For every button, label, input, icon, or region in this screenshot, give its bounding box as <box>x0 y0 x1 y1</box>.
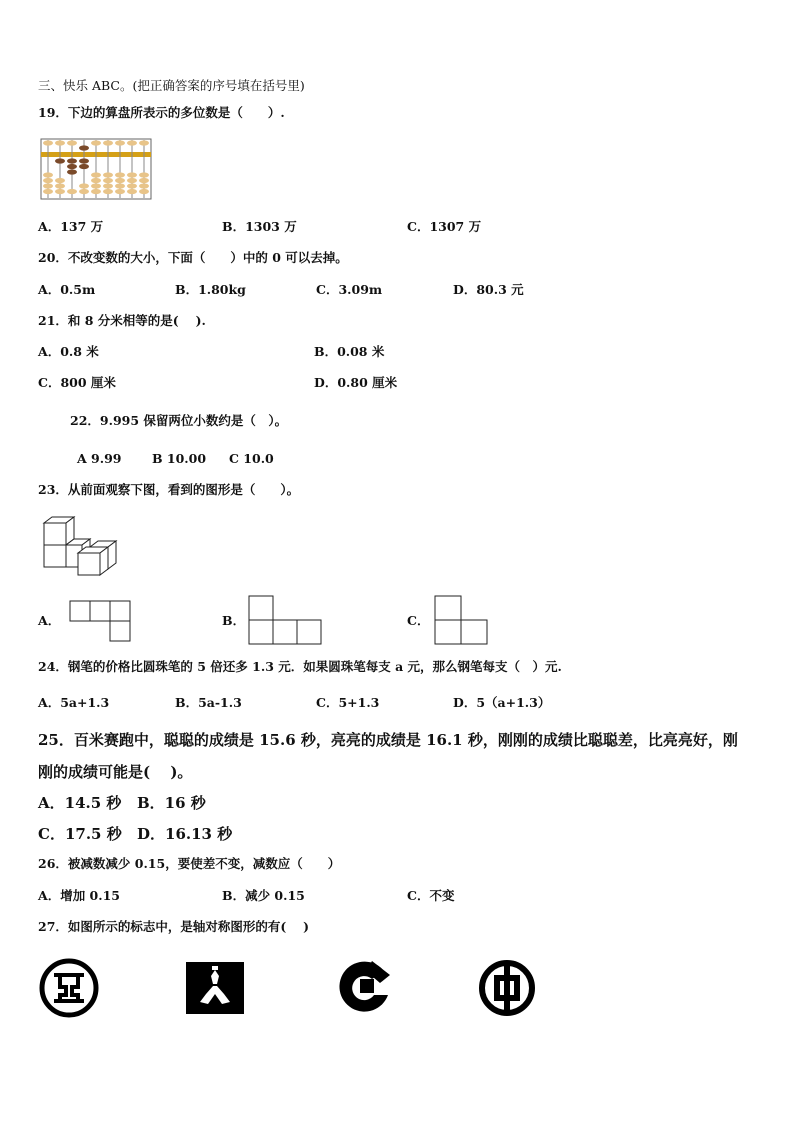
q27-stem: 27．如图所示的标志中，是轴对称图形的有( ) <box>38 919 310 934</box>
abacus-bead <box>55 140 65 145</box>
q24-option-b[interactable]: B．5a-1.3 <box>175 695 242 710</box>
abacus-bead <box>55 189 65 194</box>
abacus-bead <box>115 183 125 188</box>
abacus-bead <box>127 189 137 194</box>
q23-option-c[interactable]: C． <box>407 613 430 628</box>
q25-stem-line2: 刚的成绩可能是( )。 <box>38 763 193 781</box>
q22-option-b[interactable]: B 10.00 <box>152 451 207 466</box>
q21-option-b[interactable]: B．0.08 米 <box>314 344 385 359</box>
abacus-bead <box>115 178 125 183</box>
q23-option-a-figure <box>69 600 133 644</box>
q25-option-b[interactable]: B．16 秒 <box>137 794 206 812</box>
q26-option-c[interactable]: C．不变 <box>407 888 455 903</box>
abacus-bead <box>43 140 53 145</box>
abacus-bead <box>91 183 101 188</box>
q19-option-b[interactable]: B．1303 万 <box>222 219 297 234</box>
abacus-bead <box>103 178 113 183</box>
abacus-bead <box>103 172 113 177</box>
q21-stem: 21．和 8 分米相等的是( ). <box>38 313 206 328</box>
abacus-bead <box>55 183 65 188</box>
abacus-bead <box>79 164 89 169</box>
section-title: 三、快乐 ABC。(把正确答案的序号填在括号里) <box>38 78 305 93</box>
q20-option-d[interactable]: D．80.3 元 <box>453 282 524 297</box>
abacus-bead <box>79 158 89 163</box>
abacus-bead <box>67 140 77 145</box>
q24-stem: 24．钢笔的价格比圆珠笔的 5 倍还多 1.3 元．如果圆珠笔每支 a 元，那么钢笔每支（ ）元. <box>38 659 562 674</box>
q20-option-c[interactable]: C．3.09m <box>316 282 383 297</box>
abacus-bead <box>127 172 137 177</box>
q26-stem: 26．被减数减少 0.15，要使差不变，减数应（ ） <box>38 856 341 871</box>
abacus-bead <box>67 169 77 174</box>
q21-option-c[interactable]: C．800 厘米 <box>38 375 116 390</box>
q19-option-a[interactable]: A．137 万 <box>38 219 104 234</box>
q20-option-b[interactable]: B．1.80kg <box>175 282 246 297</box>
abacus-bead <box>139 183 149 188</box>
q22-option-a[interactable]: A 9.99 <box>77 451 122 466</box>
q23-option-b-figure <box>248 595 324 647</box>
abacus-bead <box>127 178 137 183</box>
abacus-bead <box>55 178 65 183</box>
q21-option-a[interactable]: A．0.8 米 <box>38 344 99 359</box>
q24-option-c[interactable]: C．5+1.3 <box>316 695 380 710</box>
q20-option-a[interactable]: A．0.5m <box>38 282 96 297</box>
abacus-bead <box>67 158 77 163</box>
q24-option-d[interactable]: D．5（a+1.3） <box>453 695 551 710</box>
q19-stem: 19．下边的算盘所表示的多位数是（ ）. <box>38 105 285 120</box>
abacus-bead <box>79 189 89 194</box>
q23-option-b[interactable]: B． <box>222 613 246 628</box>
abacus-bead <box>91 178 101 183</box>
abacus-bead <box>79 183 89 188</box>
q25-option-d[interactable]: D．16.13 秒 <box>137 825 233 843</box>
abacus-bead <box>127 140 137 145</box>
abacus-bead <box>91 189 101 194</box>
q21-option-d[interactable]: D．0.80 厘米 <box>314 375 398 390</box>
abacus-bead <box>43 183 53 188</box>
abacus-bead <box>91 140 101 145</box>
abacus-bead <box>55 158 65 163</box>
abacus-bead <box>139 178 149 183</box>
abacus-bead <box>115 140 125 145</box>
cube-stack-figure <box>40 515 120 577</box>
bank-logo-2-icon <box>186 962 244 1014</box>
q24-option-a[interactable]: A．5a+1.3 <box>38 695 110 710</box>
abacus-bead <box>127 183 137 188</box>
q23-option-a[interactable]: A． <box>38 613 61 628</box>
abacus-bead <box>91 172 101 177</box>
abacus-bead <box>115 172 125 177</box>
abacus-bead <box>43 189 53 194</box>
abacus-bead <box>43 172 53 177</box>
q23-option-c-figure <box>434 595 490 647</box>
q22-stem: 22．9.995 保留两位小数约是（ ）。 <box>70 413 288 428</box>
q25-option-c[interactable]: C．17.5 秒 <box>38 825 122 843</box>
q23-stem: 23．从前面观察下图，看到的图形是（ ）。 <box>38 482 300 497</box>
abacus-figure <box>40 138 155 202</box>
q26-option-a[interactable]: A．增加 0.15 <box>38 888 120 903</box>
bank-logo-1-icon <box>38 957 100 1019</box>
abacus-bead <box>43 178 53 183</box>
q25-stem-line1: 25．百米赛跑中，聪聪的成绩是 15.6 秒，亮亮的成绩是 16.1 秒，刚刚的成绩比聪聪差，比亮亮好，刚 <box>38 731 738 749</box>
bank-logo-3-icon <box>336 957 398 1015</box>
q25-option-a[interactable]: A．14.5 秒 <box>38 794 122 812</box>
abacus-bead <box>139 172 149 177</box>
bank-logo-4-icon <box>478 959 536 1017</box>
abacus-bead <box>67 164 77 169</box>
q22-option-c[interactable]: C 10.0 <box>229 451 274 466</box>
abacus-bead <box>103 140 113 145</box>
q26-option-b[interactable]: B．减少 0.15 <box>222 888 305 903</box>
abacus-bead <box>103 183 113 188</box>
q20-stem: 20．不改变数的大小，下面（ ）中的 0 可以去掉。 <box>38 250 348 265</box>
abacus-bead <box>67 189 77 194</box>
abacus-bead <box>79 145 89 150</box>
q19-option-c[interactable]: C．1307 万 <box>407 219 482 234</box>
abacus-bead <box>103 189 113 194</box>
abacus-bead <box>115 189 125 194</box>
abacus-bead <box>139 140 149 145</box>
abacus-bead <box>139 189 149 194</box>
